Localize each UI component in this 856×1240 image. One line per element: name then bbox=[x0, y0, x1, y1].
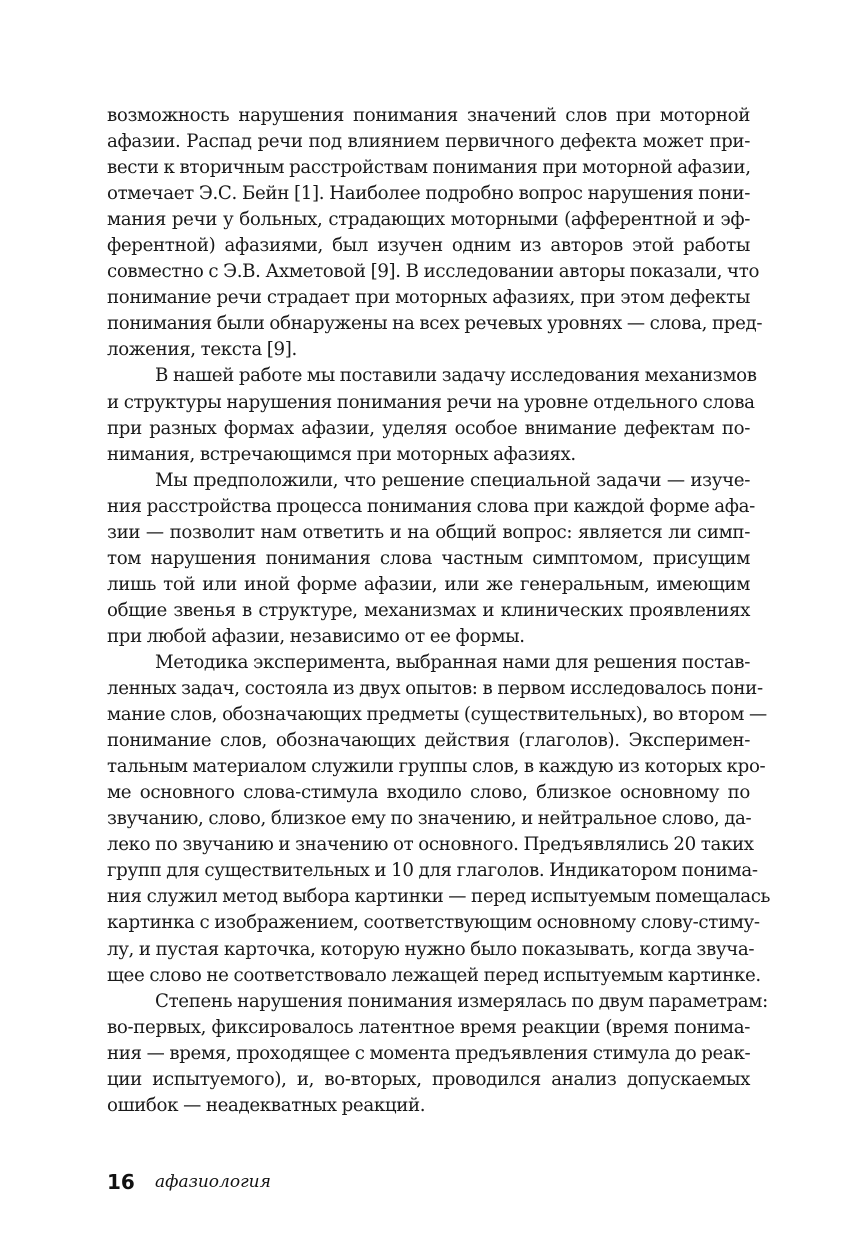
text-line: Методика эксперимента, выбранная нами для решения постав- bbox=[155, 651, 750, 673]
text-line: понимание слов, обозначающих действия (глаголов). Эксперимен- bbox=[107, 730, 750, 752]
text-line: ния — время, проходящее с момента предъявления стимула до реак- bbox=[107, 1042, 751, 1064]
text-line: при разных формах афазии, уделяя особое внимание дефектам по- bbox=[107, 417, 750, 439]
text-line: звучанию, слово, близкое ему по значению, и нейтральное слово, да- bbox=[107, 808, 752, 830]
text-line: и структуры нарушения понимания речи на уровне отдельного слова bbox=[107, 391, 755, 413]
text-line: нимания, встречающимся при моторных афазиях. bbox=[107, 443, 576, 465]
paragraph bbox=[107, 650, 771, 989]
text-line: лу, и пустая карточка, которую нужно было показывать, когда звуча- bbox=[107, 938, 755, 960]
body-text bbox=[107, 103, 771, 1119]
text-line: Мы предположили, что решение специальной задачи — изуче- bbox=[155, 469, 750, 491]
text-line: мание слов, обозначающих предметы (существительных), во втором — bbox=[107, 704, 767, 726]
text-line: ния служил метод выбора картинки — перед испытуемым помещалась bbox=[107, 886, 771, 908]
text-line: тальным материалом служили группы слов, в каждую из которых кро- bbox=[107, 756, 766, 778]
text-line: лишь той или иной форме афазии, или же генеральным, имеющим bbox=[107, 573, 750, 595]
text-line: при любой афазии, независимо от ее формы. bbox=[107, 625, 525, 647]
text-line: картинка с изображением, соответствующим основному слову-стиму- bbox=[107, 912, 760, 934]
paragraph bbox=[107, 468, 755, 650]
text-line: понимания были обнаружены на всех речевых уровнях — слова, пред- bbox=[107, 313, 763, 335]
text-line: мания речи у больных, страдающих моторными (афферентной и эф- bbox=[107, 209, 750, 231]
text-line: возможность нарушения понимания значений слов при моторной bbox=[107, 105, 750, 126]
running-head: афазиология bbox=[155, 1172, 271, 1192]
text-line: ния расстройства процесса понимания слова при каждой форме афа- bbox=[107, 495, 755, 517]
text-line: общие звенья в структуре, механизмах и клинических проявлениях bbox=[107, 599, 750, 621]
paragraph bbox=[107, 989, 768, 1119]
text-line: совместно с Э.В. Ахметовой [9]. В исследовании авторы показали, что bbox=[107, 261, 760, 283]
paragraph bbox=[107, 103, 763, 363]
text-line: том нарушения понимания слова частным симптомом, присущим bbox=[107, 547, 750, 569]
text-line: Степень нарушения понимания измерялась по двум параметрам: bbox=[155, 990, 768, 1012]
text-line: зии — позволит нам ответить и на общий вопрос: является ли симп- bbox=[107, 521, 750, 543]
text-line: во-первых, фиксировалось латентное время реакции (время понима- bbox=[107, 1016, 750, 1038]
text-line: отмечает Э.С. Бейн [1]. Наиболее подробно вопрос нарушения пони- bbox=[107, 183, 750, 205]
text-line: ошибок — неадекватных реакций. bbox=[107, 1094, 426, 1116]
text-line: щее слово не соответствовало лежащей перед испытуемым картинке. bbox=[107, 964, 761, 986]
text-line: афазии. Распад речи под влиянием первичного дефекта может при- bbox=[107, 131, 750, 153]
text-line: вести к вторичным расстройствам понимания при моторной афазии, bbox=[107, 157, 751, 179]
paragraph bbox=[107, 363, 757, 467]
text-line: леко по звучанию и значению от основного. Предъявлялись 20 таких bbox=[107, 834, 754, 856]
text-line: понимание речи страдает при моторных афазиях, при этом дефекты bbox=[107, 287, 750, 309]
text-line: групп для существительных и 10 для глаголов. Индикатором понима- bbox=[107, 860, 758, 882]
text-line: В нашей работе мы поставили задачу исследования механизмов bbox=[155, 365, 757, 387]
page-number: 16 bbox=[107, 1170, 135, 1194]
text-line: ме основного слова-стимула входило слово, близкое основному по bbox=[107, 782, 750, 804]
text-line: ложения, текста [9]. bbox=[107, 339, 297, 361]
text-line: ленных задач, состояла из двух опытов: в первом исследовалось пони- bbox=[107, 678, 763, 700]
text-line: ферентной) афазиями, был изучен одним из авторов этой работы bbox=[107, 235, 750, 257]
text-line: ции испытуемого), и, во-вторых, проводился анализ допускаемых bbox=[107, 1068, 750, 1090]
